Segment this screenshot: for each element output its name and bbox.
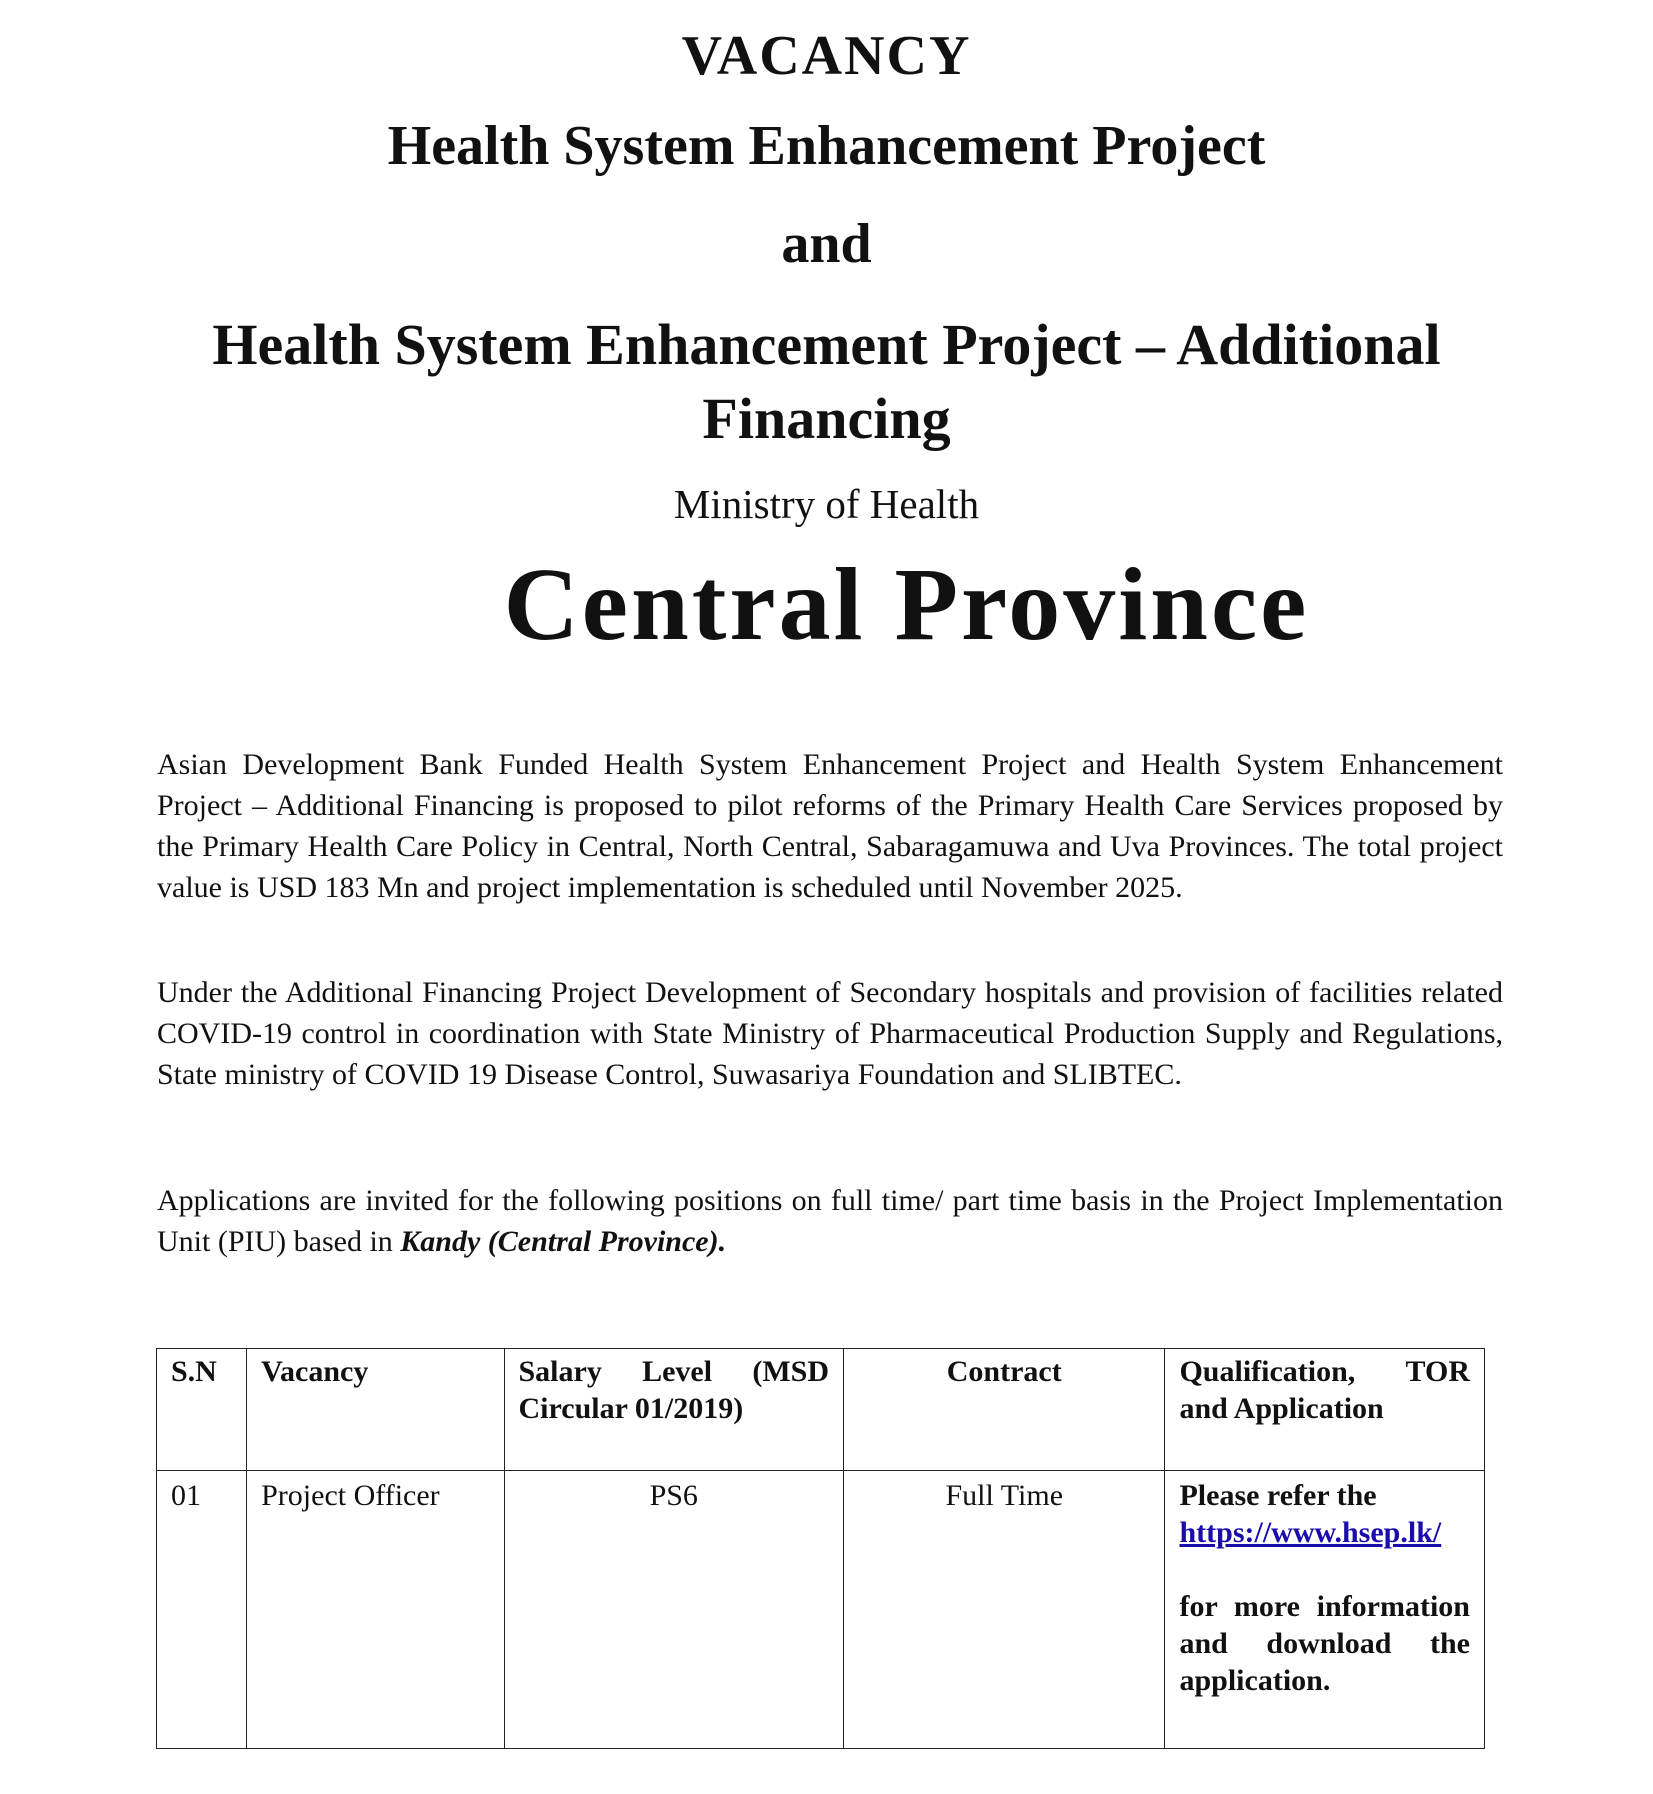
table-header-row (157, 1349, 1485, 1471)
qualification-suffix: for more information and download the application. (1179, 1590, 1470, 1697)
qualification-prefix: Please refer the (1179, 1479, 1377, 1512)
title-and: and (781, 213, 872, 275)
cell-contract: Full Time (844, 1471, 1165, 1749)
paragraph-applications (157, 1180, 1503, 1262)
paragraph-additional-financing: Under the Additional Financing Project Development of Secondary hospitals and provision of facilities related COVID-19 control in coordination with State Ministry of Pharmaceutical Production Supply and Regulations, State ministry of COVID 19 Disease Control, Suwasariya Foundation and SLIBTEC. (157, 976, 1503, 1091)
title-project: Health System Enhancement Project (387, 115, 1266, 177)
vacancy-table (156, 1348, 1485, 1749)
applications-text: Applications are invited for the following positions on full time/ part time basis in the Project Implementation Unit (PIU) based in (157, 1184, 1503, 1258)
header-qualification: Qualification, TOR and Application (1165, 1349, 1485, 1471)
header-contract: Contract (844, 1349, 1165, 1471)
cell-vacancy: Project Officer (247, 1471, 504, 1749)
paragraph-project-description: Asian Development Bank Funded Health System Enhancement Project and Health System Enhancement Project – Additional Financing is proposed to pilot reforms of the Primary Health Care Services proposed by the Primary Health Care Policy in Central, North Central, Sabaragamuwa and Uva Provinces. The total project value is USD 183 Mn and project implementation is scheduled until November 2025. (157, 748, 1503, 904)
header-salary: Salary Level (MSD Circular 01/2019) (504, 1349, 844, 1471)
ministry-name: Ministry of Health (673, 481, 980, 527)
table-row (157, 1471, 1485, 1749)
cell-sn: 01 (157, 1471, 247, 1749)
title-vacancy: VACANCY (681, 25, 972, 87)
hsep-website-link[interactable]: https://www.hsep.lk/ (1179, 1516, 1442, 1549)
province-name: Central Province (503, 547, 1310, 662)
title-additional-financing: Health System Enhancement Project – Additional Financing (212, 312, 1441, 451)
location-emphasis: Kandy (Central Province). (400, 1225, 727, 1258)
cell-salary: PS6 (504, 1471, 844, 1749)
header-sn: S.N (157, 1349, 247, 1471)
qualification-spacer (1179, 1551, 1470, 1588)
header-vacancy: Vacancy (247, 1349, 504, 1471)
cell-qualification (1165, 1471, 1485, 1749)
